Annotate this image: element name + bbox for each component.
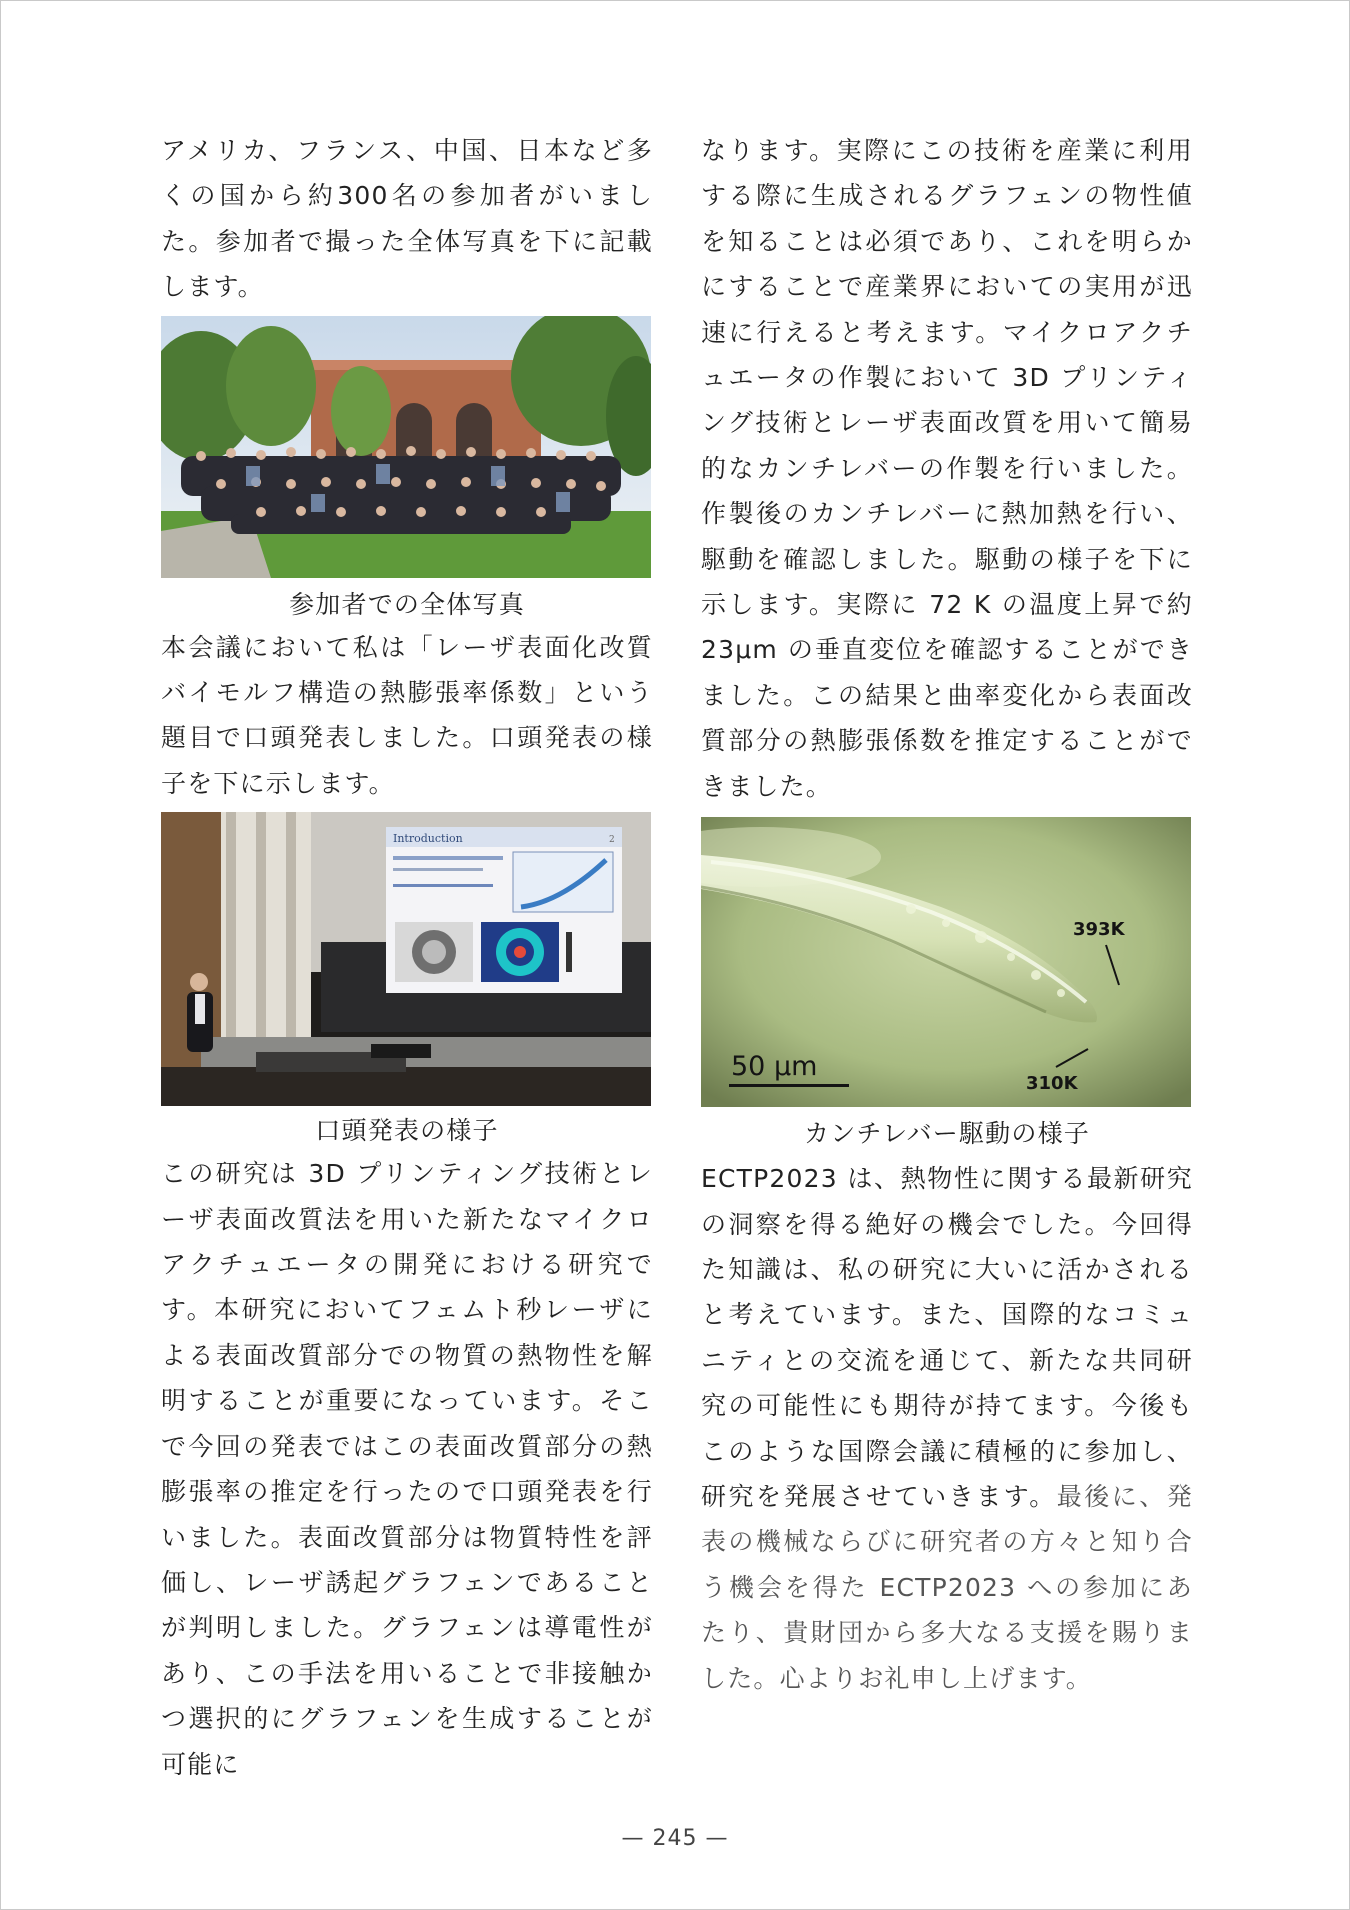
left-column (161, 128, 653, 1787)
conclusion-paragraph (701, 1156, 1193, 1701)
temperature-label-high: 393K (1073, 919, 1125, 941)
scale-bar-label: 50 μm (731, 1051, 818, 1083)
presentation-photo-image (161, 812, 651, 1106)
presentation-photo-caption: 口頭発表の様子 (315, 1116, 499, 1146)
scale-bar (729, 1084, 849, 1087)
conclusion-main-text: ECTP2023 は、熱物性に関する最新研究の洞察を得る絶好の機会でした。今回得た知識は、私の研究に大いに活かされると考えています。また、国際的なコミュニティとの交流を通じて、新たな共同研究の可能性にも期待が持てます。今後もこのような国際会議に積極的に参加し、研究を発展させていきます。 (701, 1164, 1193, 1511)
cantilever-caption: カンチレバー駆動の様子 (804, 1119, 1090, 1149)
group-photo (161, 316, 651, 578)
temperature-label-low: 310K (1026, 1073, 1078, 1095)
slide-title: Introduction (393, 832, 463, 846)
intro-paragraph: アメリカ、フランス、中国、日本など多くの国から約300名の参加者がいました。参加者で撮った全体写真を下に記載します。 (161, 136, 653, 302)
page-number: — 245 — (621, 1826, 729, 1851)
cantilever-micrograph-image (701, 817, 1191, 1107)
slide-number: 2 (609, 835, 615, 846)
group-photo-image (161, 316, 651, 578)
cantilever-micrograph (701, 817, 1191, 1107)
research-paragraph: この研究は 3D プリンティング技術とレーザ表面改質法を用いた新たなマイクロアクチュエータの開発における研究です。本研究においてフェムト秒レーザによる表面改質部分での物質の熱物性を解明することが重要になっています。そこで今回の発表ではこの表面改質部分の熱膨張率の推定を行ったので口頭発表を行いました。表面改質部分は物質特性を評価し、レーザ誘起グラフェンであることが判明しました。グラフェンは導電性があり、この手法を用いることで非接触かつ選択的にグラフェンを生成することが可能に (161, 1159, 653, 1779)
right-column (701, 128, 1193, 1701)
group-photo-caption: 参加者での全体写真 (289, 589, 525, 619)
presentation-photo (161, 812, 651, 1106)
results-paragraph: なります。実際にこの技術を産業に利用する際に生成されるグラフェンの物性値を知ることは必須であり、これを明らかにすることで産業界においての実用が迅速に行えると考えます。マイクロアクチュエータの作製において 3D プリンティング技術とレーザ表面改質を用いて簡易的なカンチレバーの作製を行いました。作製後のカンチレバーに熱加熱を行い、駆動を確認しました。駆動の様子を下に示します。実際に 72 K の温度上昇で約 23μm の垂直変位を確認することができました。この結果と曲率変化から表面改質部分の熱膨張係数を推定することができました。 (701, 136, 1193, 801)
presentation-paragraph: 本会議において私は「レーザ表面化改質バイモルフ構造の熱膨張率係数」という題目で口頭発表しました。口頭発表の様子を下に示します。 (161, 632, 653, 798)
acknowledgement-text: 最後に、発表の機械ならびに研究者の方々と知り合う機会を得た ECTP2023 への参加にあたり、貴財団から多大なる支援を賜りました。心よりお礼申し上げます。 (701, 1481, 1193, 1693)
